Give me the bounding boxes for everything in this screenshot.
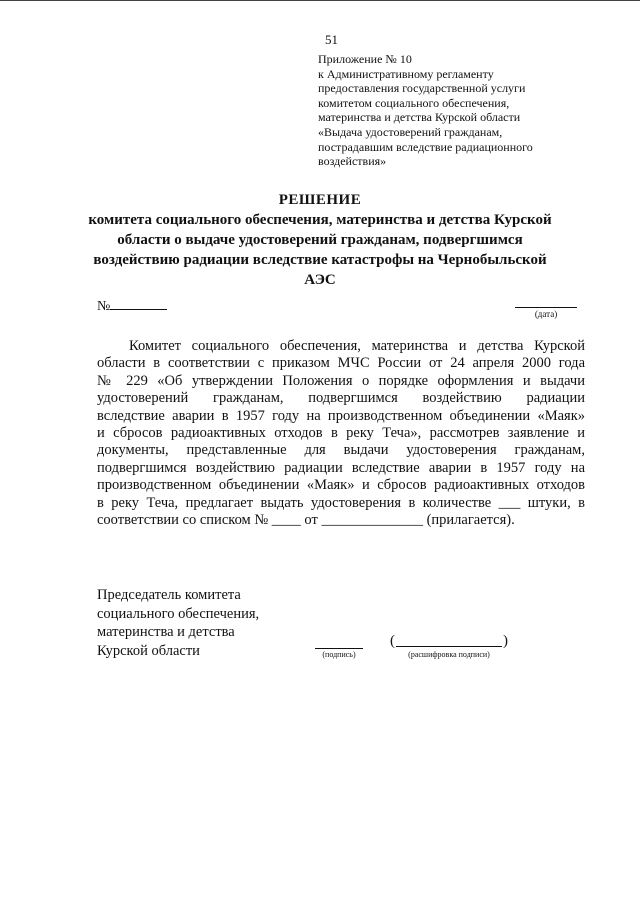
body-line: подвергшимся воздействию радиации вследствие аварии в 1957 году на — [97, 459, 585, 476]
open-paren: ( — [390, 633, 395, 649]
decision-body — [97, 338, 585, 529]
appendix-line: пострадавшим вследствие радиационного — [318, 139, 533, 154]
appendix-line: «Выдача удостоверений гражданам, — [318, 124, 503, 139]
body-line: области в соответствии с приказом МЧС России от 24 апреля 2000 года — [97, 355, 585, 372]
appendix-line: комитетом социального обеспечения, — [318, 95, 510, 110]
page-number: 51 — [325, 32, 338, 47]
signer-line: Председатель комитета — [97, 587, 241, 603]
signer-line: Курской области — [97, 642, 200, 659]
date-label: (дата) — [534, 309, 558, 319]
page-top-border — [0, 0, 640, 1]
body-line: и сбросов радиоактивных отходов в реку Теча», рассмотрев заявление и — [97, 425, 585, 442]
title-line: воздействию радиации вследствие катастрофы на Чернобыльской — [93, 252, 547, 268]
signature-decode-field — [390, 630, 508, 659]
appendix-line: воздействия» — [318, 154, 387, 169]
title-line: области о выдаче удостоверений гражданам, подвергшимся — [117, 232, 523, 248]
body-line: соответствии со списком № ____ от ______________ (прилагается). — [97, 512, 515, 529]
appendix-line: Приложение № 10 — [318, 52, 412, 66]
appendix-note — [318, 52, 618, 169]
date-input-line[interactable] — [515, 295, 577, 308]
number-input-line[interactable] — [110, 309, 167, 310]
body-line: вследствие аварии в 1957 году на производственном объединении «Маяк» — [97, 407, 585, 424]
body-line: № 229 «Об утверждении Положения о порядке оформления и выдачи — [97, 372, 585, 389]
signature-field — [315, 634, 363, 659]
appendix-line: материнства и детства Курской области — [318, 110, 521, 125]
date-field — [515, 295, 577, 319]
body-line: Комитет социального обеспечения, материнства и детства Курской — [129, 338, 585, 354]
body-line: документы, представленные для выдачи удостоверения гражданам, — [97, 442, 585, 459]
title-line: АЭС — [304, 272, 336, 288]
signature-input-line[interactable] — [315, 634, 363, 649]
signer-title — [97, 586, 259, 660]
title-heading: РЕШЕНИЕ — [278, 192, 362, 208]
body-line: производственном объединении «Маяк» и сбросов радиоактивных отходов — [97, 477, 585, 494]
signer-line: материнства и детства — [97, 624, 235, 640]
title-line: комитета социального обеспечения, материнства и детства Курской — [88, 212, 552, 228]
close-paren: ) — [503, 633, 508, 649]
signature-decode-input-line[interactable] — [396, 632, 502, 647]
signer-line: социального обеспечения, — [97, 605, 260, 622]
signature-decode-label: (расшифровка подписи) — [408, 650, 490, 659]
signature-decode-row — [390, 630, 508, 650]
document-title — [60, 190, 580, 290]
appendix-line: к Административному регламенту — [318, 66, 494, 81]
body-line: в реку Теча, предлагает выдать удостоверения в количестве ___ штуки, в — [97, 494, 585, 511]
appendix-line: предоставления государственной услуги — [318, 81, 526, 96]
decision-number-field — [97, 299, 167, 315]
signature-label: (подпись) — [322, 650, 356, 659]
body-line: удостоверений гражданам, подвергшимся воздействию радиации — [97, 390, 585, 407]
number-label: № — [97, 299, 111, 314]
